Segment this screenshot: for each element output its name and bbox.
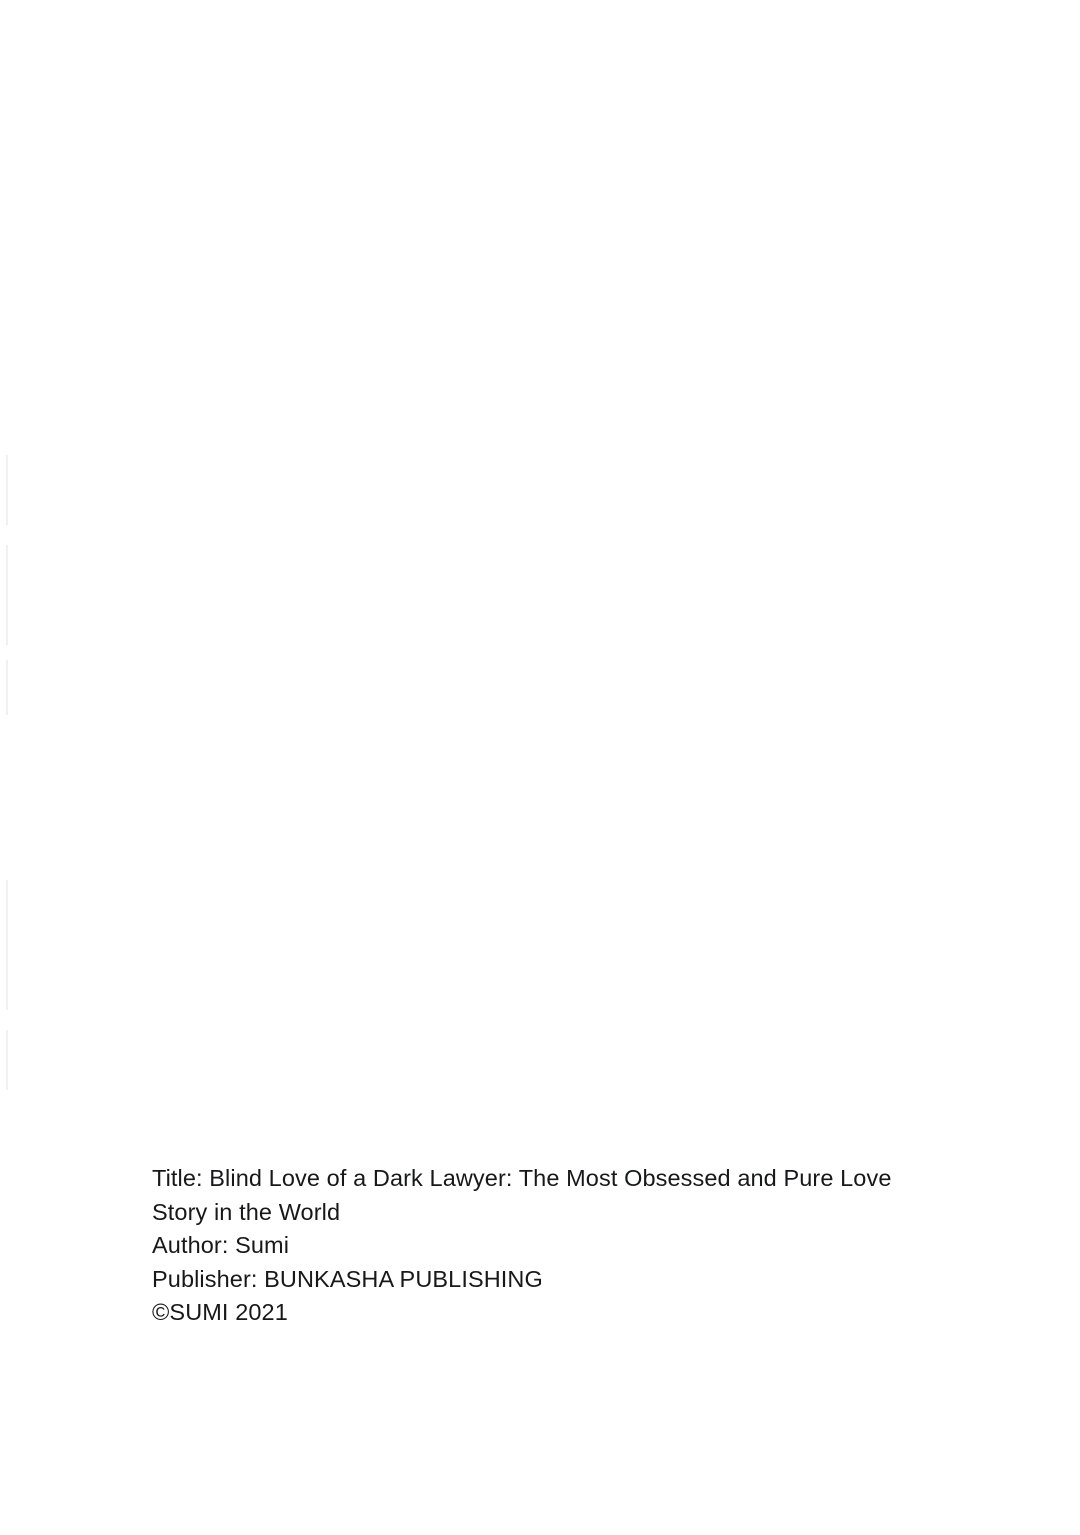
colophon-publisher: Publisher: BUNKASHA PUBLISHING [152, 1265, 543, 1292]
scan-artifact-mark [6, 455, 8, 525]
scan-artifact-mark [6, 1030, 8, 1090]
colophon-title: Title: Blind Love of a Dark Lawyer: The Most Obsessed and Pure Love Story in the World [152, 1165, 899, 1225]
scan-artifact-mark [6, 660, 8, 715]
scan-artifact-mark [6, 545, 8, 645]
colophon-copyright: ©SUMI 2021 [152, 1299, 288, 1325]
colophon-block [152, 1162, 952, 1330]
scan-edge-artifacts [0, 0, 14, 1535]
colophon-author: Author: Sumi [152, 1232, 290, 1258]
scan-artifact-mark [6, 880, 8, 1010]
